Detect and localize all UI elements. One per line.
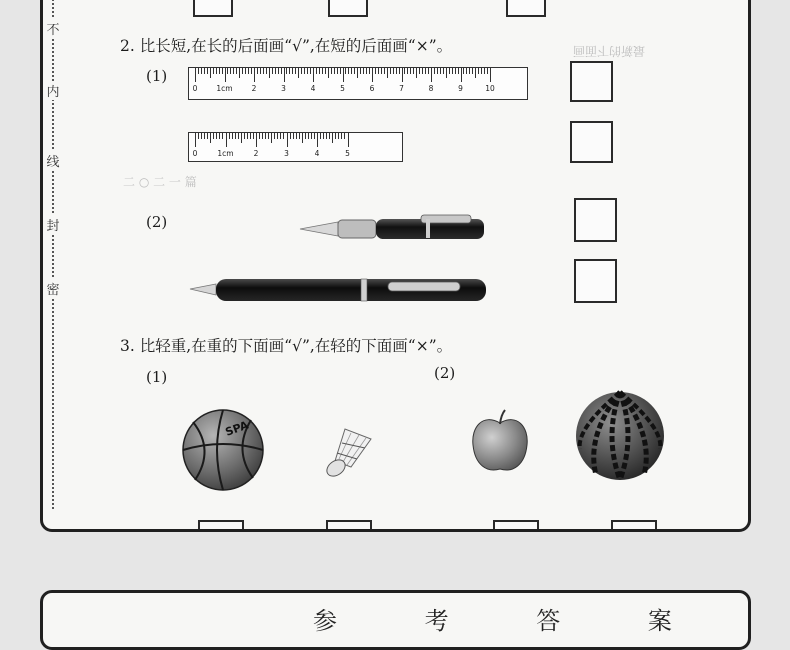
- ruler-tick: [484, 68, 485, 74]
- ruler-tick: [253, 133, 254, 139]
- ruler-tick: [428, 68, 429, 74]
- ruler-tick-label: 4: [310, 84, 316, 93]
- ruler-tick: [248, 68, 249, 74]
- ruler-tick: [207, 68, 208, 74]
- ruler-tick: [384, 68, 385, 74]
- ruler-tick: [216, 68, 217, 74]
- ruler-tick: [244, 133, 245, 139]
- ruler-tick: [310, 68, 311, 74]
- watermelon-image: [574, 389, 666, 481]
- ruler-tick: [295, 68, 296, 74]
- ruler-tick: [269, 68, 270, 78]
- ruler-long-image: [188, 67, 528, 100]
- question-3-sub-1: (1): [146, 368, 168, 386]
- ruler-tick: [307, 68, 308, 74]
- ruler-tick: [396, 68, 397, 74]
- ruler-tick: [345, 68, 346, 74]
- ruler-tick: [463, 68, 464, 74]
- ruler-tick: [317, 133, 318, 147]
- ruler-tick: [458, 68, 459, 74]
- answer-box-basketball[interactable]: [198, 520, 244, 532]
- ruler-tick-label: 1cm: [217, 149, 234, 158]
- ruler-tick: [241, 133, 242, 143]
- ruler-tick: [340, 68, 341, 74]
- ruler-tick: [410, 68, 411, 74]
- ruler-tick: [216, 133, 217, 139]
- bleed-through-text: 最新的下面画: [573, 44, 646, 58]
- margin-label-2: 内: [44, 81, 62, 100]
- ruler-tick: [399, 68, 400, 74]
- ruler-tick: [366, 68, 367, 74]
- ruler-tick: [481, 68, 482, 74]
- ruler-tick: [274, 133, 275, 139]
- ruler-tick: [466, 68, 467, 74]
- ruler-tick: [319, 68, 320, 74]
- ruler-tick: [265, 133, 266, 139]
- ruler-tick: [238, 133, 239, 139]
- ruler-tick: [425, 68, 426, 74]
- ruler-tick-label: 2: [251, 84, 257, 93]
- ruler-tick-label: 8: [428, 84, 434, 93]
- ruler-tick: [292, 68, 293, 74]
- ruler-tick: [257, 68, 258, 74]
- ruler-tick: [293, 133, 294, 139]
- pen-short-image: [298, 211, 488, 245]
- ruler-tick-label: 7: [399, 84, 404, 93]
- ruler-tick: [281, 68, 282, 74]
- answer-box-ruler-long[interactable]: [570, 61, 613, 102]
- binding-margin-line: [52, 0, 54, 509]
- question-2-sub-1: (1): [146, 67, 168, 85]
- ruler-tick: [440, 68, 441, 74]
- ruler-tick: [304, 68, 305, 74]
- ruler-tick: [322, 68, 323, 74]
- ruler-tick: [313, 68, 314, 82]
- ruler-tick: [363, 68, 364, 74]
- ruler-tick: [301, 68, 302, 74]
- ruler-tick-label: 10: [485, 84, 495, 93]
- ruler-tick: [219, 133, 220, 139]
- ruler-tick-label: 5: [340, 84, 345, 93]
- svg-text:SPA: SPA: [223, 418, 251, 439]
- question-3-sub-2: (2): [434, 364, 456, 382]
- ruler-tick: [286, 68, 287, 74]
- answer-box-ruler-short[interactable]: [570, 121, 613, 163]
- ruler-tick: [302, 133, 303, 143]
- worksheet-card: [40, 0, 751, 532]
- ruler-tick: [247, 133, 248, 139]
- ruler-short-image: [188, 132, 403, 162]
- ruler-tick-label: 3: [281, 84, 286, 93]
- margin-label-4: 封: [44, 215, 62, 234]
- ruler-tick: [222, 133, 223, 139]
- ruler-tick: [280, 133, 281, 139]
- ruler-tick-label: 4: [314, 149, 320, 158]
- ruler-tick: [222, 68, 223, 74]
- question-3-title: 3. 比轻重,在重的下面画“√”,在轻的下面画“×”。: [120, 337, 453, 355]
- ruler-tick: [235, 133, 236, 139]
- ruler-tick: [201, 68, 202, 74]
- ruler-tick: [290, 133, 291, 139]
- ruler-tick: [413, 68, 414, 74]
- ruler-tick: [437, 68, 438, 74]
- ruler-tick: [378, 68, 379, 74]
- answer-box-apple[interactable]: [493, 520, 539, 532]
- ruler-tick: [210, 68, 211, 78]
- ruler-tick: [232, 133, 233, 139]
- ruler-tick: [407, 68, 408, 74]
- ruler-tick: [277, 133, 278, 139]
- answer-box-watermelon[interactable]: [611, 520, 657, 532]
- ruler-tick: [434, 68, 435, 74]
- shuttlecock-image: [321, 421, 377, 479]
- ruler-tick: [487, 68, 488, 74]
- ruler-tick: [275, 68, 276, 74]
- ruler-tick: [271, 133, 272, 143]
- ruler-tick-label: 0: [192, 84, 198, 93]
- ruler-tick: [325, 68, 326, 74]
- pen-long-image: [188, 273, 488, 307]
- ruler-tick: [296, 133, 297, 139]
- ruler-tick: [452, 68, 453, 74]
- ruler-tick: [305, 133, 306, 139]
- ruler-tick: [272, 68, 273, 74]
- ruler-tick: [337, 68, 338, 74]
- margin-label-3: 线: [44, 151, 62, 170]
- ruler-tick: [329, 133, 330, 139]
- answer-box-shuttlecock[interactable]: [326, 520, 372, 532]
- ruler-tick: [278, 68, 279, 74]
- ruler-tick: [226, 133, 227, 147]
- ruler-tick: [219, 68, 220, 74]
- ruler-tick: [341, 133, 342, 139]
- ruler-tick: [390, 68, 391, 74]
- ruler-tick-label: 9: [458, 84, 463, 93]
- apple-image: [469, 409, 531, 475]
- ruler-tick: [348, 68, 349, 74]
- ruler-tick: [287, 133, 288, 147]
- ruler-tick: [449, 68, 450, 74]
- ruler-tick: [230, 68, 231, 74]
- ruler-tick: [227, 68, 228, 74]
- basketball-image: [181, 408, 265, 492]
- ruler-tick: [254, 68, 255, 82]
- ruler-tick: [204, 68, 205, 74]
- ruler-tick: [446, 68, 447, 78]
- ruler-tick: [419, 68, 420, 74]
- ruler-tick: [316, 68, 317, 74]
- ruler-tick: [299, 133, 300, 139]
- ruler-tick: [266, 68, 267, 74]
- ruler-tick: [229, 133, 230, 139]
- ruler-tick: [331, 68, 332, 74]
- ruler-tick: [239, 68, 240, 78]
- ruler-tick: [348, 133, 349, 147]
- ruler-tick: [245, 68, 246, 74]
- ruler-tick: [381, 68, 382, 74]
- ruler-tick: [210, 133, 211, 143]
- ruler-tick-label: 6: [369, 84, 375, 93]
- ruler-tick-label: 2: [253, 149, 259, 158]
- ruler-tick: [372, 68, 373, 82]
- ruler-tick: [213, 133, 214, 139]
- ruler-tick: [387, 68, 388, 78]
- ruler-tick: [311, 133, 312, 139]
- ruler-tick: [250, 133, 251, 139]
- ruler-tick: [314, 133, 315, 139]
- ruler-tick: [236, 68, 237, 74]
- ruler-tick: [256, 133, 257, 147]
- question-2-title: 2. 比长短,在长的后面画“√”,在短的后面画“×”。: [120, 37, 453, 55]
- ruler-tick-label: 5: [345, 149, 350, 158]
- ruler-tick: [469, 68, 470, 74]
- ruler-tick: [195, 68, 196, 82]
- ruler-tick: [213, 68, 214, 74]
- ruler-tick: [204, 133, 205, 139]
- ruler-tick: [431, 68, 432, 82]
- ruler-tick: [323, 133, 324, 139]
- ruler-tick: [344, 133, 345, 139]
- ruler-tick: [195, 133, 196, 147]
- ruler-tick: [268, 133, 269, 139]
- ruler-tick: [402, 68, 403, 82]
- margin-label-1: 不: [44, 19, 62, 38]
- ruler-tick: [262, 133, 263, 139]
- answer-box-pen-long[interactable]: [574, 259, 617, 303]
- ruler-tick: [393, 68, 394, 74]
- ruler-tick: [416, 68, 417, 78]
- ruler-tick: [251, 68, 252, 74]
- ruler-tick: [260, 68, 261, 74]
- ruler-tick: [207, 133, 208, 139]
- margin-label-5: 密: [44, 279, 62, 298]
- ruler-tick: [198, 68, 199, 74]
- answer-box-prev-1[interactable]: [193, 0, 233, 17]
- ruler-tick-label: 3: [284, 149, 289, 158]
- ruler-tick: [343, 68, 344, 82]
- ruler-tick: [351, 68, 352, 74]
- ruler-tick: [422, 68, 423, 74]
- ruler-tick: [328, 68, 329, 78]
- ruler-tick: [375, 68, 376, 74]
- ruler-tick: [360, 68, 361, 74]
- ruler-tick: [263, 68, 264, 74]
- ruler-tick: [404, 68, 405, 74]
- ruler-tick: [283, 133, 284, 139]
- ruler-tick: [338, 133, 339, 139]
- ruler-tick: [233, 68, 234, 74]
- bleed-through-text: 二 ○ 二 一 篇: [123, 175, 197, 189]
- ruler-tick-label: 1cm: [216, 84, 233, 93]
- ruler-tick: [332, 133, 333, 143]
- ruler-tick: [490, 68, 491, 82]
- answer-box-prev-2[interactable]: [328, 0, 368, 17]
- ruler-tick: [354, 68, 355, 74]
- ruler-tick: [472, 68, 473, 74]
- ruler-tick: [201, 133, 202, 139]
- next-section-title: 参 考 答 案: [313, 607, 712, 635]
- ruler-tick: [284, 68, 285, 82]
- next-section-card: [40, 590, 751, 650]
- ruler-tick: [308, 133, 309, 139]
- answer-box-prev-3[interactable]: [506, 0, 546, 17]
- ruler-tick: [320, 133, 321, 139]
- answer-box-pen-short[interactable]: [574, 198, 617, 242]
- ruler-tick: [461, 68, 462, 82]
- ruler-tick: [289, 68, 290, 74]
- ruler-tick: [334, 68, 335, 74]
- ruler-tick: [335, 133, 336, 139]
- ruler-tick: [475, 68, 476, 78]
- ruler-tick: [369, 68, 370, 74]
- ruler-tick: [242, 68, 243, 74]
- question-2-sub-2: (2): [146, 213, 168, 231]
- ruler-tick: [298, 68, 299, 78]
- ruler-tick: [225, 68, 226, 82]
- ruler-tick: [478, 68, 479, 74]
- ruler-tick-label: 0: [192, 149, 198, 158]
- ruler-tick: [326, 133, 327, 139]
- ruler-tick: [455, 68, 456, 74]
- ruler-tick: [357, 68, 358, 78]
- ruler-tick: [198, 133, 199, 139]
- ruler-tick: [443, 68, 444, 74]
- ruler-tick: [259, 133, 260, 139]
